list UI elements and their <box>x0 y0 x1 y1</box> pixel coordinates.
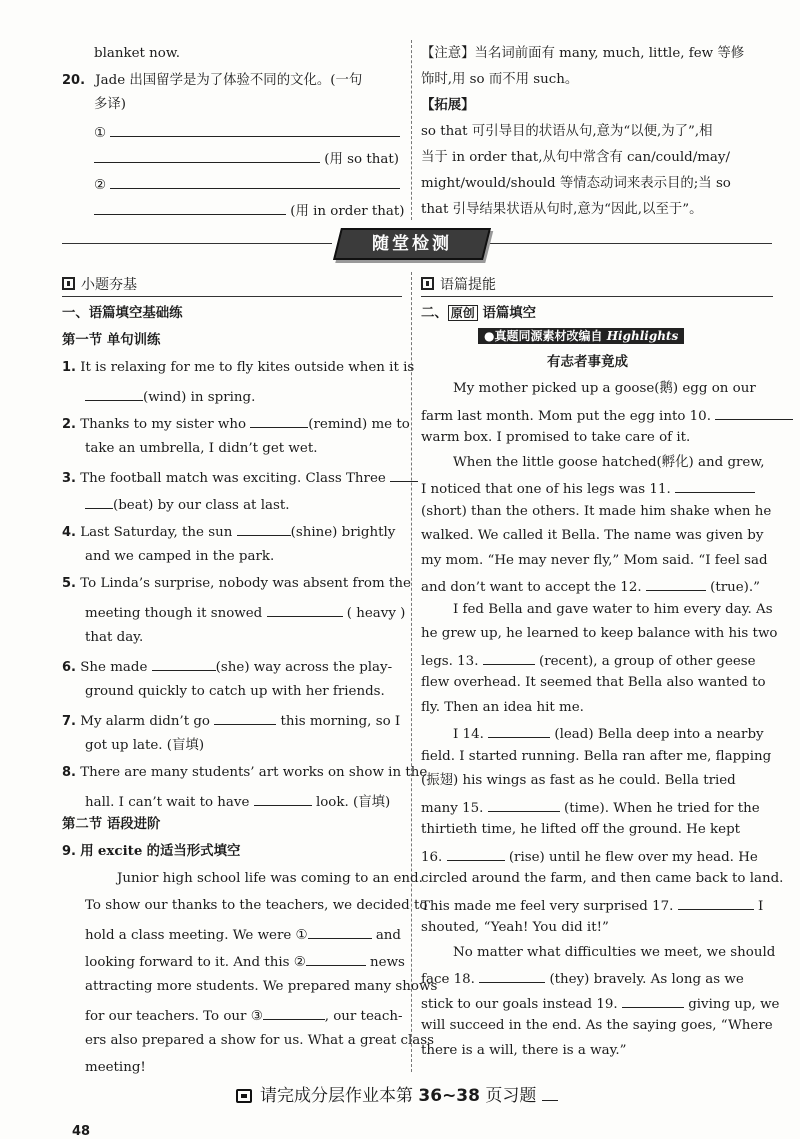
q20-number: 20. <box>62 73 86 88</box>
right-part-title <box>421 307 536 320</box>
passage-text: flew overhead. It seemed that Bella also wanted to <box>421 675 766 690</box>
passage-line <box>421 970 744 986</box>
q6-text-a: She made <box>80 660 148 675</box>
q2-line1 <box>62 415 410 431</box>
q3-line2 <box>85 496 289 512</box>
passage-blank[interactable] <box>715 407 793 420</box>
passage-blank[interactable] <box>483 652 535 665</box>
q7-line2: got up late. (盲填) <box>85 738 205 753</box>
q3-text-a: The football match was exciting. Class Three <box>80 471 386 486</box>
q1-number: 1. <box>62 360 76 375</box>
extension-heading: 【拓展】 <box>421 97 475 113</box>
passage-line <box>421 627 777 640</box>
q9-l1: Junior high school life was coming to an end. <box>117 871 423 886</box>
left-sub-title-1: 第一节 单句训练 <box>62 333 161 348</box>
q9-blank-3[interactable] <box>263 1007 325 1020</box>
q1-line2 <box>85 388 255 404</box>
q2-number: 2. <box>62 417 76 432</box>
q4-blank[interactable] <box>237 523 291 536</box>
right-part-title-text: 语篇填空 <box>482 306 537 321</box>
passage-blank[interactable] <box>488 799 560 812</box>
passage-text: field. I started running. Bella ran after me, flapping <box>421 748 772 764</box>
passage-line <box>421 578 760 594</box>
passage-line <box>453 603 773 616</box>
q5-line2 <box>85 604 405 620</box>
q20-answer-2b[interactable] <box>94 202 286 215</box>
q5-text-b: meeting though it snowed <box>85 606 263 621</box>
q6-line1 <box>62 658 392 674</box>
passage-text: legs. 13. <box>421 653 479 669</box>
footer-text-post: 页习题 <box>479 1086 537 1106</box>
q5-text-a: To Linda’s surprise, nobody was absent from the <box>80 576 411 591</box>
passage-line <box>421 652 756 668</box>
passage-text: many 15. <box>421 800 484 816</box>
passage-text-after-blank: (time). When he tried for the <box>563 800 760 816</box>
q2-text-b: (remind) me to <box>308 417 410 432</box>
q1-line1 <box>62 361 414 374</box>
passage-text: will succeed in the end. As the saying goes, “Where <box>421 1018 773 1033</box>
q4-line2: and we camped in the park. <box>85 549 275 564</box>
q20-choice-2 <box>94 176 400 192</box>
passage-text: thirtieth time, he lifted off the ground. He kept <box>421 822 741 837</box>
q20-choice-1 <box>94 124 400 140</box>
section-banner <box>333 228 491 260</box>
passage-blank[interactable] <box>479 970 545 983</box>
homework-icon <box>236 1089 252 1103</box>
q6-line2: ground quickly to catch up with her friends. <box>85 684 385 699</box>
passage-text: there is a will, there is a way.” <box>421 1042 627 1058</box>
footer-pages: 36~38 <box>418 1086 480 1106</box>
q3-blank-a[interactable] <box>390 469 418 482</box>
left-section-title: 小题夯基 <box>81 277 137 293</box>
passage-text-after-blank: (recent), a group of other geese <box>539 653 756 669</box>
q4-number: 4. <box>62 525 76 540</box>
q3-blank-b[interactable] <box>85 496 113 509</box>
right-part-prefix: 二、 <box>421 306 448 321</box>
q6-blank[interactable] <box>152 658 216 671</box>
q9-l4a: looking forward to it. And this ② <box>85 955 306 970</box>
q9-l6 <box>85 1007 403 1023</box>
q5-number: 5. <box>62 576 76 591</box>
footer-text-pre: 请完成分层作业本第 <box>260 1086 419 1106</box>
q9-l3a: hold a class meeting. We were ① <box>85 928 308 943</box>
passage-blank[interactable] <box>622 995 684 1008</box>
note-line-1: 【注意】当名词前面有 many, much, little, few 等修 <box>421 46 745 61</box>
q3-number: 3. <box>62 471 76 486</box>
passage-text: circled around the farm, and then came back to land. <box>421 871 784 886</box>
passage-line <box>421 897 763 913</box>
q4-line1 <box>62 523 395 539</box>
left-header-rule <box>62 296 402 297</box>
ext-line-2: 当于 in order that,从句中常含有 can/could/may/ <box>421 150 730 165</box>
q9-blank-2[interactable] <box>306 953 366 966</box>
q2-text-a: Thanks to my sister who <box>80 417 247 432</box>
passage-blank[interactable] <box>646 578 706 591</box>
passage-text: face 18. <box>421 972 475 987</box>
passage-text: fly. Then an idea hit me. <box>421 699 584 715</box>
footer-instruction <box>236 1088 558 1105</box>
banner-rule-right <box>490 243 772 244</box>
passage-line <box>421 480 755 496</box>
passage-text: My mother picked up a goose(鹅) egg on our <box>453 381 756 396</box>
q3-text-b: (beat) by our class at last. <box>113 498 290 513</box>
q1-blank[interactable] <box>85 388 143 401</box>
passage-text: When the little goose hatched(孵化) and grew, <box>453 454 765 470</box>
source-tag <box>478 330 684 343</box>
passage-line <box>453 725 764 741</box>
passage-line <box>421 848 758 864</box>
ext-line-3: might/would/should 等情态动词来表示目的;当 so <box>421 176 731 191</box>
passage-blank[interactable] <box>675 480 755 493</box>
passage-text: and don’t want to accept the 12. <box>421 580 642 595</box>
passage-text: I fed Bella and gave water to him every day. As <box>453 601 773 617</box>
q9-title-word: excite <box>97 843 143 859</box>
passage-text-after-blank: giving up, we <box>688 996 780 1012</box>
passage-text: warm box. I promised to take care of it. <box>421 430 691 445</box>
page-number: 48 <box>72 1124 91 1139</box>
source-brand: Highlights <box>606 329 679 343</box>
q9-l4 <box>85 953 405 969</box>
passage-line <box>453 382 756 395</box>
q9-l4b: news <box>370 955 405 970</box>
q8-text-a: There are many students’ art works on show in the <box>80 765 428 780</box>
passage-line <box>421 995 779 1011</box>
passage-text: This made me feel very surprised 17. <box>421 898 674 914</box>
passage-text: No matter what difficulties we meet, we should <box>453 944 776 960</box>
banner-text: 随堂检测 <box>372 234 452 254</box>
q1-text-b: (wind) in spring. <box>143 390 256 405</box>
q8-number: 8. <box>62 765 76 780</box>
passage-line <box>421 1019 773 1032</box>
passage-text: shouted, “Yeah! You did it!” <box>421 920 609 935</box>
q9-l2: To show our thanks to the teachers, we decided to <box>85 898 428 913</box>
ext-line-4: that 引导结果状语从句时,意为“因此,以至于”。 <box>421 202 703 217</box>
q2-blank[interactable] <box>250 415 308 428</box>
passage-line <box>421 921 609 934</box>
passage-text: my mom. “He may never fly,” Mom said. “I feel sad <box>421 552 768 568</box>
passage-line <box>421 872 783 885</box>
q8-line2 <box>85 793 390 809</box>
note-line-2: 饰时,用 so 而不用 such。 <box>421 72 579 87</box>
q9-l6b: , our teach- <box>324 1009 403 1024</box>
passage-text: walked. We called it Bella. The name was given by <box>421 528 764 543</box>
q9-title-pre: 用 <box>80 844 94 859</box>
q4-text-b: (shine) brightly <box>290 525 396 540</box>
q8-line1 <box>62 766 427 779</box>
passage-text: I 14. <box>453 727 484 742</box>
passage-text: stick to our goals instead 19. <box>421 996 618 1012</box>
q8-text-c: look. (盲填) <box>315 795 391 810</box>
q20-prompt <box>62 74 362 87</box>
q20-hint-2: (用 in order that) <box>290 204 405 219</box>
q9-title-post: 的适当形式填空 <box>146 844 241 859</box>
passage-line <box>421 799 760 815</box>
banner-rule-left <box>62 243 332 244</box>
q20-choice-2b <box>94 202 405 218</box>
q6-text-b: (she) way across the play- <box>215 660 393 675</box>
footer-trailing-rule <box>542 1090 558 1101</box>
q5-line1 <box>62 577 411 590</box>
q9-l6a: for our teachers. To our ③ <box>85 1009 263 1024</box>
location-pin-icon: ● <box>484 329 495 343</box>
passage-line <box>421 823 740 836</box>
q8-blank[interactable] <box>254 793 312 806</box>
q6-number: 6. <box>62 660 76 675</box>
passage-line <box>421 554 768 567</box>
q20-choice-1b <box>94 150 399 166</box>
right-section-title: 语篇提能 <box>440 277 496 293</box>
q1-text-a: It is relaxing for me to fly kites outside when it is <box>80 360 415 375</box>
q9-number: 9. <box>62 844 76 859</box>
q5-text-c: ( heavy ) <box>346 606 406 621</box>
passage-line <box>421 431 690 444</box>
passage-text-after-blank: (true).” <box>710 580 761 595</box>
passage-text-after-blank: (rise) until he flew over my head. He <box>508 849 758 865</box>
choice-1-marker: ① <box>94 126 107 141</box>
q9-l7: ers also prepared a show for us. What a great class <box>85 1033 434 1048</box>
q20-answer-1a[interactable] <box>110 124 400 137</box>
q9-l3 <box>85 926 401 942</box>
book-icon <box>421 277 434 290</box>
ext-line-1: so that 可引导目的状语从句,意为“以便,为了”,相 <box>421 124 713 139</box>
q9-l8: meeting! <box>85 1060 146 1075</box>
q5-blank[interactable] <box>267 604 343 617</box>
passage-text-after-blank: (they) bravely. As long as we <box>549 972 744 987</box>
passage-line <box>421 1044 626 1057</box>
right-header-rule <box>421 296 773 297</box>
left-section-header <box>62 277 137 292</box>
passage-text-after-blank: I <box>757 898 764 914</box>
passage-line <box>421 676 766 689</box>
q3-line1 <box>62 469 418 485</box>
q7-number: 7. <box>62 714 76 729</box>
right-section-header <box>421 277 496 292</box>
q9-title <box>62 845 240 858</box>
passage-text: farm last month. Mom put the egg into 10. <box>421 408 711 424</box>
q20-prompt-cont: 多译) <box>94 97 127 112</box>
choice-2-marker: ② <box>94 178 107 193</box>
passage-text: 16. <box>421 849 443 865</box>
q20-answer-1b[interactable] <box>94 150 320 163</box>
passage-text: he grew up, he learned to keep balance with his two <box>421 626 778 641</box>
passage-line <box>421 407 793 423</box>
passage-text: (short) than the others. It made him shake when he <box>421 503 772 519</box>
q5-line3: that day. <box>85 630 144 645</box>
main-column-divider <box>411 272 412 1072</box>
passage-line <box>453 946 775 959</box>
left-sub-title-2: 第二节 语段进阶 <box>62 817 161 832</box>
q9-l3b: and <box>375 928 401 943</box>
passage-line <box>421 774 736 787</box>
q19-tail: blanket now. <box>94 46 180 61</box>
source-label <box>478 328 684 344</box>
q7-text-a: My alarm didn’t go <box>80 714 210 729</box>
left-part-title: 一、语篇填空基础练 <box>62 306 183 321</box>
original-tag: 原创 <box>448 305 478 321</box>
passage-title: 有志者事竟成 <box>547 354 628 370</box>
passage-line <box>421 529 763 542</box>
q9-l5: attracting more students. We prepared many shows <box>85 979 438 994</box>
source-pre: 真题同源素材改编自 <box>494 329 603 343</box>
top-column-divider <box>411 40 412 220</box>
passage-line <box>421 750 771 763</box>
q4-text-a: Last Saturday, the sun <box>80 525 233 540</box>
passage-blank[interactable] <box>447 848 505 861</box>
q9-blank-1[interactable] <box>308 926 372 939</box>
passage-line <box>421 505 771 518</box>
book-icon <box>62 277 75 290</box>
q7-line1 <box>62 712 400 728</box>
passage-blank[interactable] <box>488 725 550 738</box>
q7-text-b: this morning, so I <box>280 714 401 729</box>
passage-text: (振翅) his wings as fast as he could. Bella tried <box>421 773 736 788</box>
passage-blank[interactable] <box>678 897 754 910</box>
passage-line <box>421 701 584 714</box>
q20-prompt-text: Jade 出国留学是为了体验不同的文化。(一句 <box>95 73 363 88</box>
q20-hint-1: (用 so that) <box>324 152 399 167</box>
passage-text: I noticed that one of his legs was 11. <box>421 482 671 497</box>
passage-line <box>453 456 764 469</box>
q20-answer-2a[interactable] <box>110 176 400 189</box>
passage-text-after-blank: (lead) Bella deep into a nearby <box>554 727 764 742</box>
q7-blank[interactable] <box>214 712 276 725</box>
q8-text-b: hall. I can’t wait to have <box>85 795 250 810</box>
q2-line2: take an umbrella, I didn’t get wet. <box>85 441 318 456</box>
